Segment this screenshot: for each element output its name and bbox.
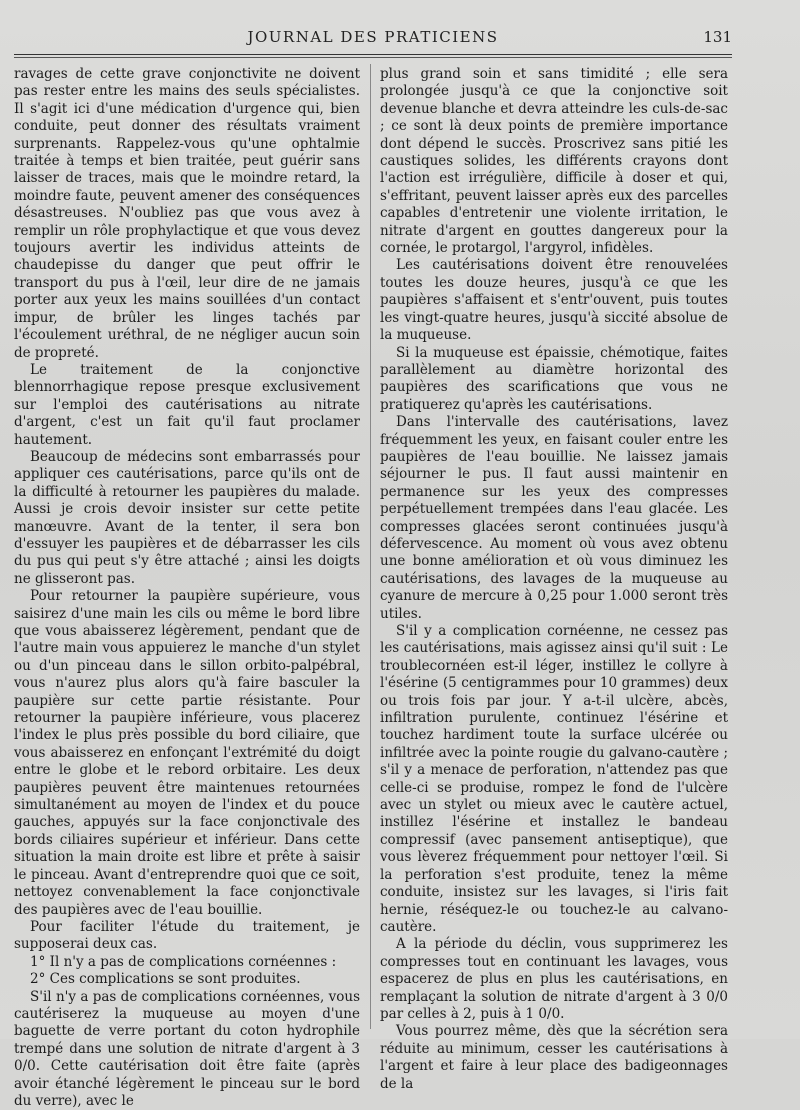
paragraph: Si la muqueuse est épaissie, chémotique, faites parallèlement au diamètre horizontal des paupières des scarifications que vous ne pratiquerez qu'après les cautérisations. [380, 344, 728, 413]
paragraph: Vous pourrez même, dès que la sécrétion sera réduite au minimum, cesser les cautérisations à l'argent et faire à leur place des badigeonnages de la [380, 1023, 728, 1092]
paragraph: Pour faciliter l'étude du traitement, je supposerai deux cas. [14, 918, 360, 953]
paragraph: Les cautérisations doivent être renouvelées toutes les douze heures, jusqu'à ce que les paupières s'affaisent et s'entr'ouvent, puis toutes les vingt-quatre heures, jusqu'à siccité absolue de la muqueuse. [380, 257, 728, 344]
paragraph: Le traitement de la conjonctive blennorrhagique repose presque exclusivement sur l'emploi des cautérisations au nitrate d'argent, c'est un fait qu'il faut proclamer hautement. [14, 361, 360, 448]
paragraph: Pour retourner la paupière supérieure, vous saisirez d'une main les cils ou même le bord libre que vous abaisserez légèrement, pendant que de l'autre main vous appuierez le manche d'un stylet ou d'un pinceau dans le sillon orbito-palpébral, vous n'aurez plus alors qu'à faire basculer la paupière sur cette partie résistante. Pour retourner la paupière inférieure, vous placerez l'index le plus près possible du bord ciliaire, que vous abaisserez en enfonçant l'extrémité du doigt entre le globe et le rebord orbitaire. Les deux paupières peuvent être maintenues retournées simultanément au moyen de l'index et du pouce gauches, appuyés sur la face conjonctivale des bords ciliaires supérieur et inférieur. Dans cette situation la main droite est libre et prête à saisir le pinceau. Avant d'entreprendre quoi que ce soit, nettoyez convenablement la face conjonctivale des paupières avec de l'eau bouillie. [14, 588, 360, 918]
right-column [380, 66, 728, 1093]
left-column [14, 66, 360, 1110]
page-number: 131 [703, 28, 732, 46]
list-item: 2° Ces complications se sont produites. [30, 971, 301, 988]
paragraph: plus grand soin et sans timidité ; elle sera prolongée jusqu'à ce que la conjonctive soit devenue blanche et devra atteindre les culs-de-sac ; ce sont là deux points de première importance dont dépend le succès. Proscrivez sans pitié les caustiques solides, les différents crayons dont l'action est irrégulière, difficile à doser et qui, s'effritant, peuvent laisser après eux des parcelles capables d'entretenir une violente irritation, le nitrate d'argent en gouttes dangereux pour la cornée, le protargol, l'argyrol, infidèles. [380, 66, 728, 257]
column-divider [370, 64, 371, 1029]
paragraph: Beaucoup de médecins sont embarrassés pour appliquer ces cautérisations, parce qu'ils ont de la difficulté à retourner les paupières du malade. Aussi je crois devoir insister sur cette petite manœuvre. Avant de la tenter, il sera bon d'essuyer les paupières et de débarrasser les cils du pus qui peut s'y être attaché ; ainsi les doigts ne glisseront pas. [14, 448, 360, 587]
header-rule [14, 54, 732, 58]
paragraph: A la période du déclin, vous supprimerez les compresses tout en continuant les lavages, vous espacerez de plus en plus les cautérisations, en remplaçant la solution de nitrate d'argent à 3 0/0 par celles à 2, puis à 1 0/0. [380, 936, 728, 1022]
paragraph: S'il y a complication cornéenne, ne cessez pas les cautérisations, mais agissez ainsi qu'il suit : Le troublecornéen est-il léger, instillez le collyre à l'ésérine (5 centigrammes pour 10 grammes) deux ou trois fois par jour. Y a-t-il ulcère, abcès, infiltration purulente, continuez l'ésérine et touchez hardiment toute la surface ulcérée ou infiltrée avec la pointe rougie du galvano-cautère ; s'il y a menace de perforation, n'attendez pas que celle-ci se produise, rompez le fond de l'ulcère avec un stylet ou mieux avec le cautère actuel, instillez l'ésérine et installez le bandeau compressif (avec pansement antiseptique), que vous lèverez fréquemment pour nettoyer l'œil. Si la perforation s'est produite, tenez la même conduite, insistez sur les lavages, si l'iris fait hernie, réséquez-le ou touchez-le au calvano-cautère. [380, 623, 728, 935]
paragraph: Dans l'intervalle des cautérisations, lavez fréquemment les yeux, en faisant couler entre les paupières de l'eau bouillie. Ne laissez jamais séjourner le pus. Il faut aussi maintenir en permanence sur les yeux des compresses perpétuellement trempées dans l'eau glacée. Les compresses glacées seront continuées jusqu'à défervescence. Au moment où vous avez obtenu une bonne amélioration et où vous diminuez les cautérisations, des lavages de la muqueuse au cyanure de mercure à 0,25 pour 1.000 seront très utiles. [380, 414, 728, 622]
list-item: 1° Il n'y a pas de complications cornéennes : [30, 953, 337, 970]
paragraph: S'il n'y a pas de complications cornéennes, vous cautériserez la muqueuse au moyen d'une baguette de verre portant du coton hydrophile trempé dans une solution de nitrate d'argent à 3 0/0. Cette cautérisation doit être faite (après avoir étanché légèrement le pinceau sur le bord du verre), avec le [14, 988, 360, 1109]
running-header [14, 28, 732, 48]
journal-title: JOURNAL DES PRATICIENS [247, 28, 499, 46]
paragraph: ravages de cette grave conjonctivite ne doivent pas rester entre les mains des seuls spécialistes. Il s'agit ici d'une médication d'urgence qui, bien conduite, peut donner des résultats vraiment surprenants. Rappelez-vous qu'une ophtalmie traitée à temps et bien traitée, peut guérir sans laisser de traces, mais que le moindre retard, la moindre faute, peuvent amener des conséquences désastreuses. N'oubliez pas que vous avez à remplir un rôle prophylactique et que vous devez toujours avertir les individus atteints de chaudepisse du danger que peut offrir le transport du pus à l'œil, leur dire de ne jamais porter aux yeux les mains souillées d'un contact impur, de brûler les linges tachés par l'écoulement uréthral, de ne négliger aucun soin de propreté. [14, 66, 360, 361]
